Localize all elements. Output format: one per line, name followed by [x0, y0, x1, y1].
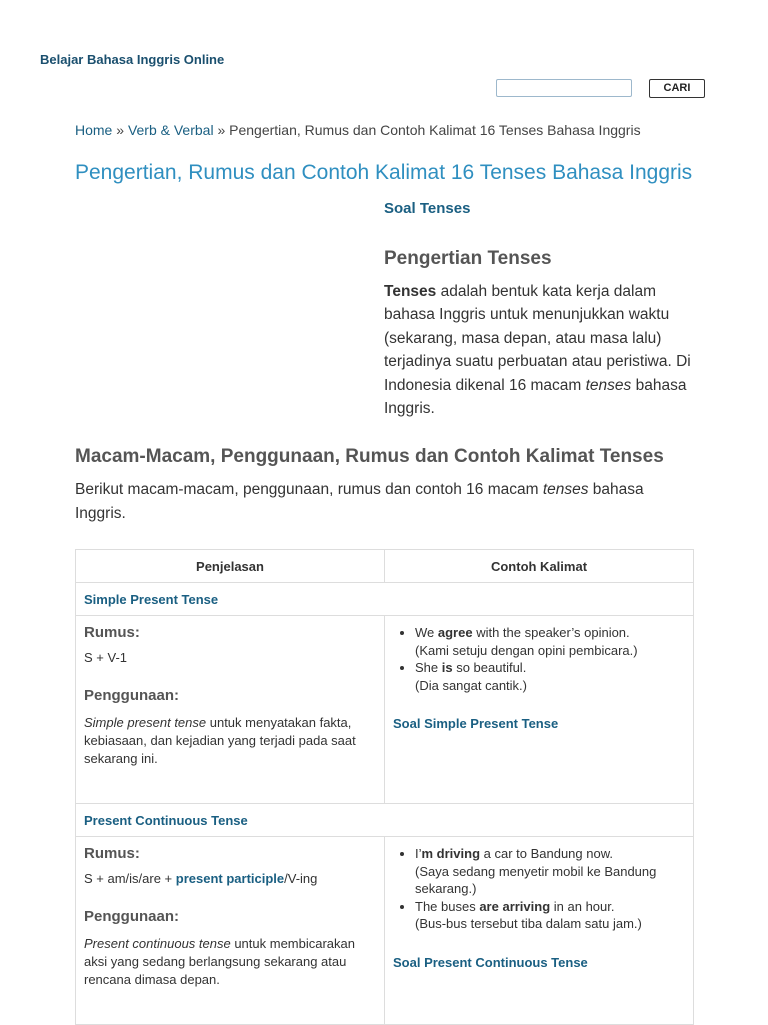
breadcrumb-separator: » [112, 122, 128, 138]
example-post: so beautiful. [452, 660, 527, 675]
examples-cell [385, 616, 694, 804]
usage-description: untuk membicarakan aksi yang sedang berlangsung sekarang atau rencana dimasa depan. [84, 936, 355, 987]
example-verb: m driving [421, 846, 481, 861]
example-translation: (Saya sedang menyetir mobil ke Bandung sekarang.) [415, 863, 657, 896]
intro-text: adalah bentuk kata kerja dalam bahasa Inggris untuk menunjukkan waktu (sekarang, masa depan, atau masa lalu) terjadinya suatu perbuatan atau peristiwa. Di Indonesia dikenal 16 macam [384, 283, 691, 394]
intro-text-end: bahasa Inggris. [384, 376, 687, 418]
usage-text [84, 935, 376, 989]
example-verb: is [441, 660, 453, 675]
example-pre: The buses [415, 898, 480, 914]
intro-term: Tenses [384, 283, 437, 300]
rumus-label: Rumus: [84, 845, 140, 862]
example-item [415, 845, 685, 898]
soal-simple-present-link[interactable]: Soal Simple Present Tense [393, 716, 559, 731]
example-verb: agree [437, 625, 473, 640]
penggunaan-label: Penggunaan: [84, 908, 180, 925]
explanation-cell [76, 837, 385, 1025]
formula: S + V-1 [84, 650, 127, 665]
soal-tenses-link[interactable]: Soal Tenses [384, 200, 471, 217]
usage-description: untuk menyatakan fakta, kebiasaan, dan kejadian yang terjadi pada saat sekarang ini. [84, 715, 356, 766]
example-pre: She [415, 660, 442, 675]
usage-italic: Present continuous tense [84, 936, 231, 951]
example-pre: I’ [415, 846, 422, 861]
tense-body-row [76, 837, 694, 1025]
tense-name: Present Continuous Tense [76, 804, 694, 837]
tense-body-row [76, 616, 694, 804]
intro-paragraph [384, 280, 704, 420]
present-participle-link[interactable]: present participle [175, 871, 285, 886]
search-button[interactable]: CARI [649, 79, 705, 98]
example-item [415, 898, 685, 933]
explanation-cell [76, 616, 385, 804]
intro-italic: tenses [585, 376, 632, 394]
macam-text: Berikut macam-macam, penggunaan, rumus dan contoh 16 macam [75, 481, 543, 498]
column-header-penjelasan: Penjelasan [76, 550, 385, 583]
example-post: in an hour. [550, 898, 615, 914]
example-verb: are arriving [479, 898, 551, 914]
soal-present-continuous-link[interactable]: Soal Present Continuous Tense [393, 954, 588, 970]
example-translation: (Dia sangat cantik.) [415, 677, 527, 693]
breadcrumb-current: Pengertian, Rumus dan Contoh Kalimat 16 Tenses Bahasa Inggris [229, 122, 641, 138]
formula-pre: S + am/is/are + [84, 871, 176, 886]
example-translation: (Bus-bus tersebut tiba dalam satu jam.) [415, 916, 642, 931]
rumus-label: Rumus: [84, 624, 140, 641]
macam-paragraph [75, 478, 685, 526]
table-header-row [76, 550, 694, 583]
example-post: a car to Bandung now. [480, 846, 613, 861]
breadcrumb-category-link[interactable]: Verb & Verbal [127, 122, 214, 138]
example-item [415, 624, 685, 659]
tense-title-row [76, 804, 694, 837]
page-title: Pengertian, Rumus dan Contoh Kalimat 16 Tenses Bahasa Inggris [75, 161, 693, 184]
section-heading-pengertian: Pengertian Tenses [384, 248, 552, 269]
formula [84, 871, 376, 886]
usage-italic: Simple present tense [84, 715, 207, 730]
search-input[interactable] [496, 79, 632, 97]
example-list [393, 845, 685, 933]
formula-post: /V-ing [284, 871, 318, 886]
tense-title-row [76, 583, 694, 616]
breadcrumb-home-link[interactable]: Home [75, 122, 113, 138]
macam-italic: tenses [542, 481, 589, 498]
breadcrumb-separator: » [213, 122, 230, 138]
examples-cell [385, 837, 694, 1025]
example-pre: We [415, 625, 438, 640]
example-post: with the speaker’s opinion. [472, 625, 630, 640]
section-heading-macam: Macam-Macam, Penggunaan, Rumus dan Contoh Kalimat Tenses [75, 446, 664, 467]
breadcrumb [75, 122, 641, 138]
example-translation: (Kami setuju dengan opini pembicara.) [415, 642, 638, 658]
macam-text-end: bahasa Inggris. [75, 481, 644, 522]
example-item [415, 659, 685, 694]
usage-text [84, 714, 376, 768]
penggunaan-label: Penggunaan: [84, 687, 180, 704]
site-title[interactable]: Belajar Bahasa Inggris Online [40, 52, 225, 67]
tenses-table [75, 549, 694, 1025]
example-list [393, 624, 685, 694]
column-header-contoh: Contoh Kalimat [385, 550, 694, 583]
tense-name: Simple Present Tense [76, 583, 694, 616]
